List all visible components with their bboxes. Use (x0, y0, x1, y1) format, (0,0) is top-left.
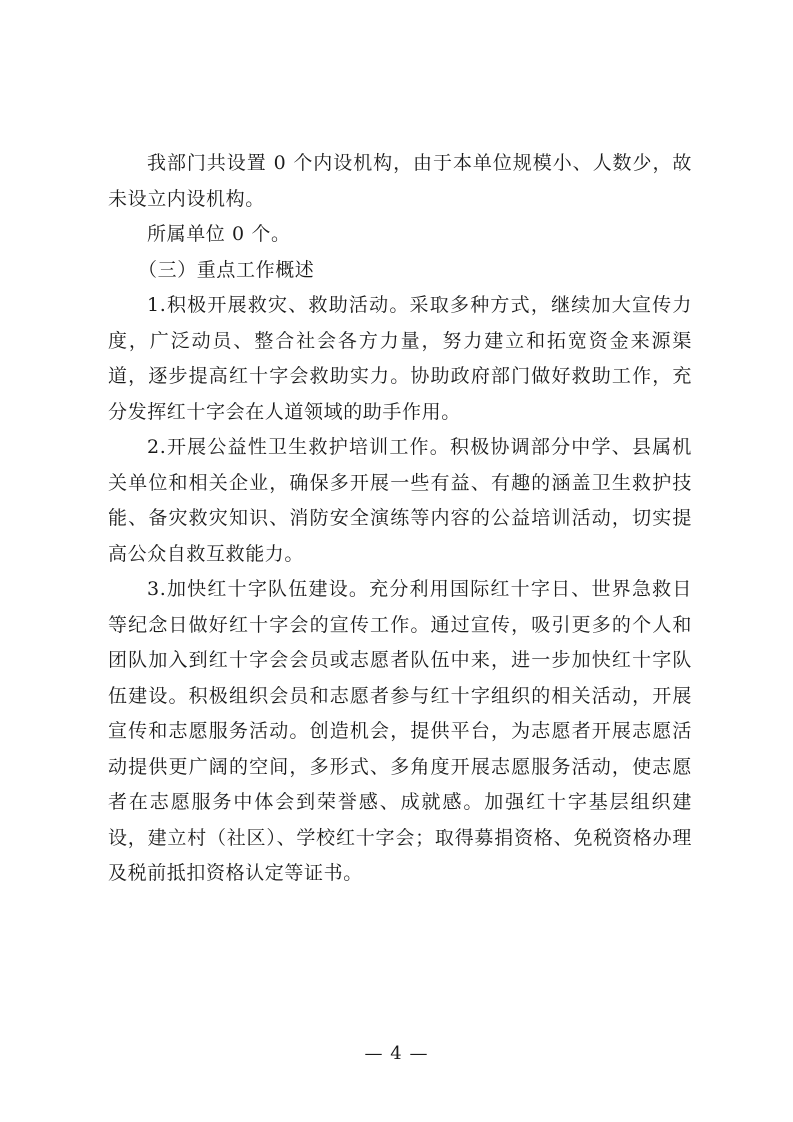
paragraph-internal-structure: 我部门共设置 0 个内设机构，由于本单位规模小、人数少，故未设立内设机构。 (108, 152, 692, 210)
work-item-team-building: 3.加快红十字队伍建设。充分利用国际红十字日、世界急救日等纪念日做好红十字会的宣传工作。通过宣传，吸引更多的个人和团队加入到红十字会会员或志愿者队伍中来，进一步加快红十字队伍建设。积极组织会员和志愿者参与红十字组织的相关活动，开展宣传和志愿服务活动。创造机会，提供平台，为志愿者开展志愿活动提供更广阔的空间，多形式、多角度开展志愿服务活动，使志愿者在志愿服务中体会到荣誉感、成就感。加强红十字基层组织建设，建立村（社区）、学校红十字会；取得募捐资格、免税资格办理及税前抵扣资格认定等证书。 (108, 578, 692, 884)
page-number: — 4 — (364, 1043, 429, 1064)
paragraph-affiliated-units: 所属单位 0 个。 (147, 223, 291, 245)
section-heading: （三）重点工作概述 (138, 258, 315, 281)
work-item-first-aid-training: 2.开展公益性卫生救护培训工作。积极协调部分中学、县属机关单位和相关企业，确保多开展一些有益、有趣的涵盖卫生救护技能、备灾救灾知识、消防安全演练等内容的公益培训活动，切实提高公众自救互救能力。 (108, 436, 692, 565)
work-item-disaster-relief: 1.积极开展救灾、救助活动。采取多种方式，继续加大宣传力度，广泛动员、整合社会各方力量，努力建立和拓宽资金来源渠道，逐步提高红十字会救助实力。协助政府部门做好救助工作，充分发挥红十字会在人道领域的助手作用。 (108, 294, 692, 423)
document-body (108, 146, 692, 892)
